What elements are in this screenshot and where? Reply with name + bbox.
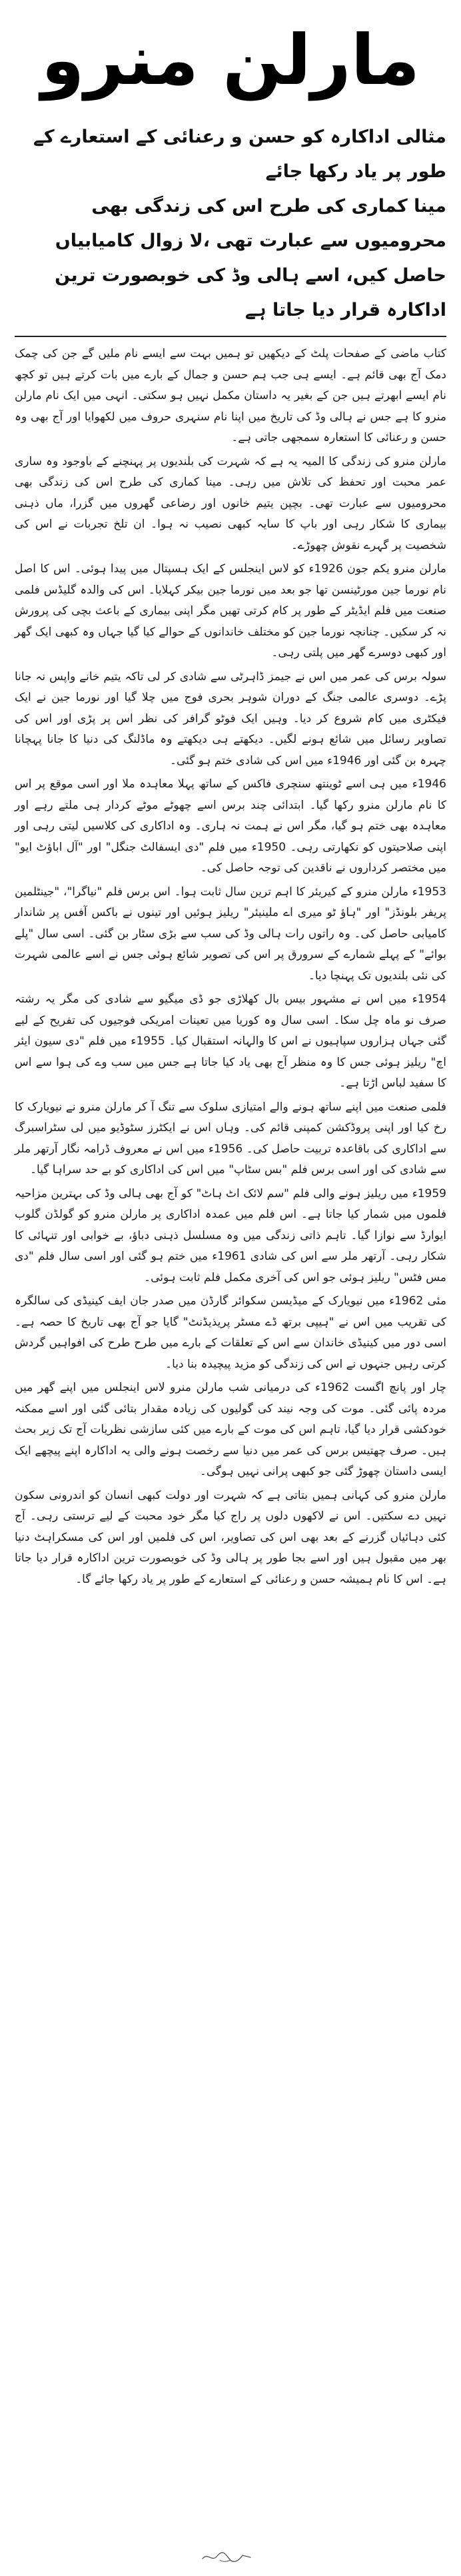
body-paragraph: 1946ء میں ہی اسے ٹوینتھ سنچری فاکس کے ساتھ پہلا معاہدہ ملا اور اسی موقع پر اس کا نام مارلن منرو رکھا گیا۔ ابتدائی چند برس اسے چھوٹے موٹے کردار ہی ملتے رہے اور معاہدہ بھی ختم ہو گیا، مگر اس نے ہمت نہ ہاری۔ وہ اداکاری کی کلاسیں لیتی رہی اور اپنی صلاحیتوں کو نکھارتی رہی۔ 1950ء میں فلم "دی ایسفالٹ جنگل" اور "آل اباؤٹ ایو" میں مختصر کرداروں نے ناقدین کی توجہ حاصل کی۔ <box>15 777 446 875</box>
body-paragraph: مارلن منرو کی کہانی ہمیں بتاتی ہے کہ شہرت اور دولت کبھی انسان کو اندرونی سکون نہیں دے سکتیں۔ اس نے لاکھوں دلوں پر راج کیا مگر خود محبت کے لیے ترستی رہی۔ آج کئی دہائیاں گزرنے کے بعد بھی اس کی تصاویر، اس کی فلمیں اور اس کی مسکراہٹ دنیا بھر میں مقبول ہیں اور اسے بجا طور پر ہالی وڈ کی خوبصورت ترین اداکارہ قرار دیا جاتا ہے۔ اس کا نام ہمیشہ حسن و رعنائی کے استعارے کے طور پر یاد رکھا جائے گا۔ <box>15 1488 446 1586</box>
author-signature <box>200 2549 253 2564</box>
deck-line: حاصل کیں، اسے ہالی وڈ کی خوبصورت ترین اداکارہ قرار دیا جاتا ہے <box>55 265 446 320</box>
deck-line: مثالی اداکارہ کو حسن و رعنائی کے استعارے کے طور پر یاد رکھا جائے <box>33 127 446 182</box>
body-paragraph: 1954ء میں اس نے مشہور بیس بال کھلاڑی جو ڈی میگیو سے شادی کی مگر یہ رشتہ صرف نو ماہ چل سکا۔ اسی سال وہ کوریا میں تعینات امریکی فوجیوں کی تفریح کے لیے گئی جہاں ہزاروں سپاہیوں نے اس کا والہانہ استقبال کیا۔ 1955ء میں فلم "دی سیون ایئر اچ" ریلیز ہوئی جس کا وہ منظر آج بھی یاد کیا جاتا ہے جس میں سب وے کی ہوا سے اس کا سفید لباس اڑتا ہے۔ <box>15 993 446 1090</box>
body-paragraph: چار اور پانچ اگست 1962ء کی درمیانی شب مارلن منرو لاس اینجلس میں اپنے گھر میں مردہ پائی گئی۔ موت کی وجہ نیند کی گولیوں کی زیادہ مقدار بتائی گئی اور اسے ممکنہ خودکشی قرار دیا گیا، تاہم اس کی موت کے بارے میں کئی سازشی نظریات آج تک زیر بحث ہیں۔ صرف چھتیس برس کی عمر میں دنیا سے رخصت ہونے والی یہ اداکارہ اپنے پیچھے ایک ایسی داستان چھوڑ گئی جو کبھی پرانی نہیں ہوگی۔ <box>15 1381 447 1478</box>
body-paragraph: 1953ء مارلن منرو کے کیریئر کا اہم ترین سال ثابت ہوا۔ اس برس فلم "نیاگرا"، "جینٹلمین پریفر بلونڈز" اور "ہاؤ ٹو میری اے ملینیئر" ریلیز ہوئیں اور تینوں نے باکس آفس پر شاندار کامیابی حاصل کی۔ وہ راتوں رات ہالی وڈ کی سب سے بڑی سٹار بن گئی۔ اسی سال "پلے بوائے" کے پہلے شمارے کے سرورق پر اس کی تصویر شائع ہوئی جس نے اسے عالمی شہرت کی نئی بلندیوں تک پہنچا دیا۔ <box>15 885 446 983</box>
deck-line: مینا کماری کی طرح اس کی زندگی بھی محرومیوں سے عبارت تھی ،لا زوال کامیابیاں <box>55 196 446 251</box>
body-paragraph: 1959ء میں ریلیز ہونے والی فلم "سم لائک اٹ ہاٹ" کو آج بھی ہالی وڈ کی بہترین مزاحیہ فلموں میں شمار کیا جاتا ہے۔ اس فلم میں عمدہ اداکاری پر مارلن منرو کو گولڈن گلوب ایوارڈ سے نوازا گیا۔ تاہم ذاتی زندگی میں وہ مسلسل ذہنی دباؤ، بے خوابی اور تنہائی کا شکار رہی۔ آرتھر ملر سے اس کی شادی 1961ء میں ختم ہو گئی اور اسی سال فلم "دی مس فٹس" ریلیز ہوئی جو اس کی آخری مکمل فلم ثابت ہوئی۔ <box>15 1186 446 1284</box>
article-body <box>15 344 446 1590</box>
body-paragraph: مارلن منرو یکم جون 1926ء کو لاس اینجلس کے ایک ہسپتال میں پیدا ہوئی۔ اس کا اصل نام نورما جین مورٹینسن تھا جو بعد میں نورما جین بیکر کہلایا۔ اس کی والدہ گلیڈس فلمی صنعت میں فلم ایڈیٹر کے طور پر کام کرتی تھیں مگر اپنی بیماری کے باعث بچی کی پرورش نہ کر سکیں۔ چنانچہ نورما جین کو مختلف خاندانوں کے حوالے کیا گیا جہاں وہ کبھی ایک گھر اور کبھی دوسرے گھر میں پلتی رہی۔ <box>15 562 447 659</box>
body-paragraph: مئی 1962ء میں نیویارک کے میڈیسن سکوائر گارڈن میں صدر جان ایف کینیڈی کی سالگرہ کی تقریب میں اس نے "ہیپی برتھ ڈے مسٹر پریذیڈنٹ" گایا جو آج بھی تاریخ کا حصہ ہے۔ اسی دور میں کینیڈی خاندان سے اس کے تعلقات کے بارے میں طرح طرح کی افواہیں گردش کرتی رہیں جنہوں نے اس کی زندگی کو مزید پیچیدہ بنا دیا۔ <box>15 1294 446 1371</box>
body-paragraph: مارلن منرو کی زندگی کا المیہ یہ ہے کہ شہرت کی بلندیوں پر پہنچنے کے باوجود وہ ساری عمر محبت اور تحفظ کی تلاش میں رہی۔ مینا کماری کی طرح اس کی زندگی بھی محرومیوں سے عبارت تھی۔ بچپن یتیم خانوں اور رضاعی گھروں میں گزرا، ماں ذہنی بیماری کا شکار رہی اور باپ کا سایہ کبھی نصیب نہ ہوا۔ ان تلخ تجربات نے اس کی شخصیت پر گہرے نقوش چھوڑے۔ <box>15 454 446 552</box>
body-paragraph: فلمی صنعت میں اپنے ساتھ ہونے والے امتیازی سلوک سے تنگ آ کر مارلن منرو نے نیویارک کا رخ کیا اور اپنی پروڈکشن کمپنی قائم کی۔ وہاں اس نے ایکٹرز سٹوڈیو میں لی سٹراسبرگ سے اداکاری کی باقاعدہ تربیت حاصل کی۔ 1956ء میں اس نے معروف ڈرامہ نگار آرتھر ملر سے شادی کی اور اسی برس فلم "بس سٹاپ" میں اس کی اداکاری کو بے حد سراہا گیا۔ <box>15 1100 446 1176</box>
body-paragraph: سولہ برس کی عمر میں اس نے جیمز ڈاہرٹی سے شادی کر لی تاکہ یتیم خانے واپس نہ جانا پڑے۔ دوسری عالمی جنگ کے دوران شوہر بحری فوج میں چلا گیا اور نورما جین نے ایک فیکٹری میں کام شروع کر دیا۔ وہیں ایک فوٹو گرافر کی نظر اس پر پڑی اور اس کی تصاویر رسائل میں شائع ہونے لگیں۔ دیکھتے ہی دیکھتے وہ ماڈلنگ کی دنیا کا جانا پہچانا چہرہ بن گئی اور 1946ء میں اس کی شادی ختم ہو گئی۔ <box>15 669 446 767</box>
deck-divider <box>15 336 446 337</box>
article-deck <box>15 120 446 328</box>
article-title: مارلن منرو <box>41 19 420 101</box>
body-paragraph: کتاب ماضی کے صفحات پلٹ کے دیکھیں تو ہمیں بہت سے ایسے نام ملیں گے جن کی چمک دمک آج بھی قائم ہے۔ ایسے ہی جب ہم حسن و جمال کے بارے میں بات کرتے ہیں تو کچھ نام ایسے ابھرتے ہیں جن کے بغیر یہ داستان مکمل نہیں ہو سکتی۔ انہی میں ایک نام مارلن منرو کا ہے جس نے ہالی وڈ کی تاریخ میں اپنا نام سنہری حروف میں لکھوایا اور آج بھی وہ حسن و رعنائی کا استعارہ سمجھی جاتی ہے۔ <box>15 347 446 444</box>
